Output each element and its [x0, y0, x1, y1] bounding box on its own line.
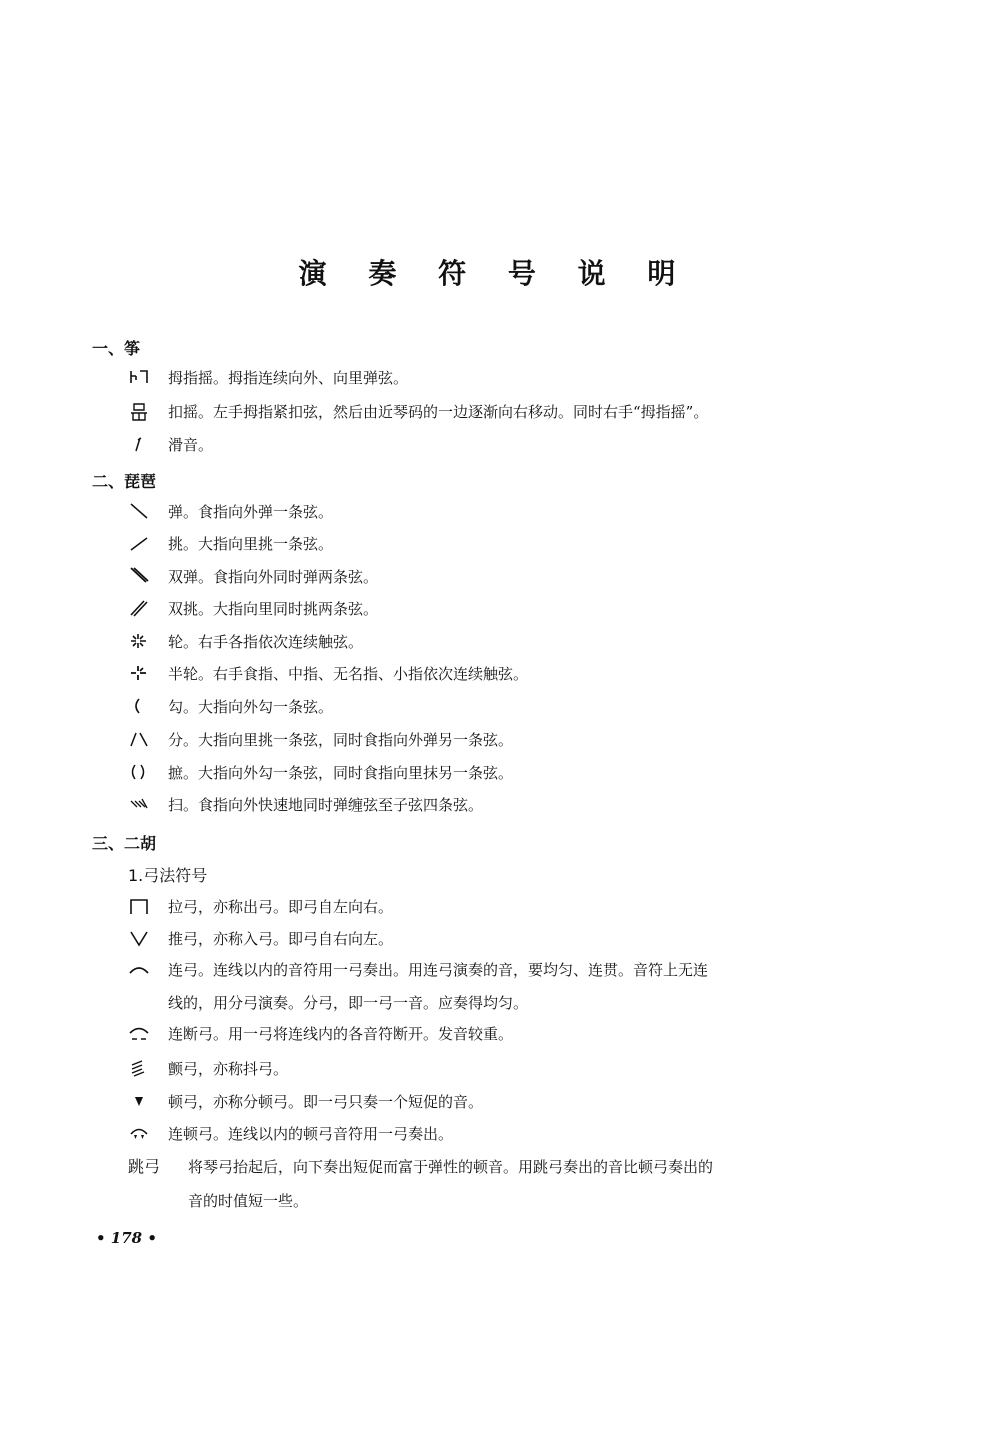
double-slash-icon [128, 599, 158, 617]
detached-slur-icon [128, 1024, 158, 1042]
section-heading-erhu: 三、二胡 [92, 834, 157, 853]
sweep-icon [128, 795, 158, 813]
full-wheel-icon [128, 632, 158, 650]
slur-staccato-icon [128, 1124, 158, 1142]
page-number: • 178 • [96, 1229, 157, 1247]
glide-icon [128, 435, 158, 453]
slash-icon [128, 534, 158, 552]
tremolo-bow-icon [128, 1059, 158, 1077]
up-bow-icon [128, 929, 158, 947]
half-wheel-icon [128, 664, 158, 682]
section-heading-pipa: 二、琵琶 [92, 472, 157, 491]
tiao-bow-label: 跳弓 [128, 1157, 161, 1176]
staccato-icon [128, 1092, 158, 1110]
section-heading-zheng: 一、筝 [92, 339, 141, 358]
press-tremolo-icon [128, 402, 158, 422]
backslash-icon [128, 502, 158, 520]
slur-icon [128, 960, 158, 978]
list-item-continuation: 音的时值短一些。 [188, 1192, 309, 1210]
subsection-heading: 1.弓法符号 [128, 866, 208, 885]
thumb-tremolo-icon [128, 368, 158, 386]
parens-icon [128, 763, 158, 781]
list-item-continuation: 线的，用分弓演奏。分弓，即一弓一音。应奏得均匀。 [168, 994, 529, 1012]
left-paren-icon [128, 697, 158, 715]
split-icon [128, 730, 158, 748]
down-bow-icon [128, 897, 158, 915]
double-backslash-icon [128, 567, 158, 585]
page-title: 演 奏 符 号 说 明 [298, 257, 692, 290]
